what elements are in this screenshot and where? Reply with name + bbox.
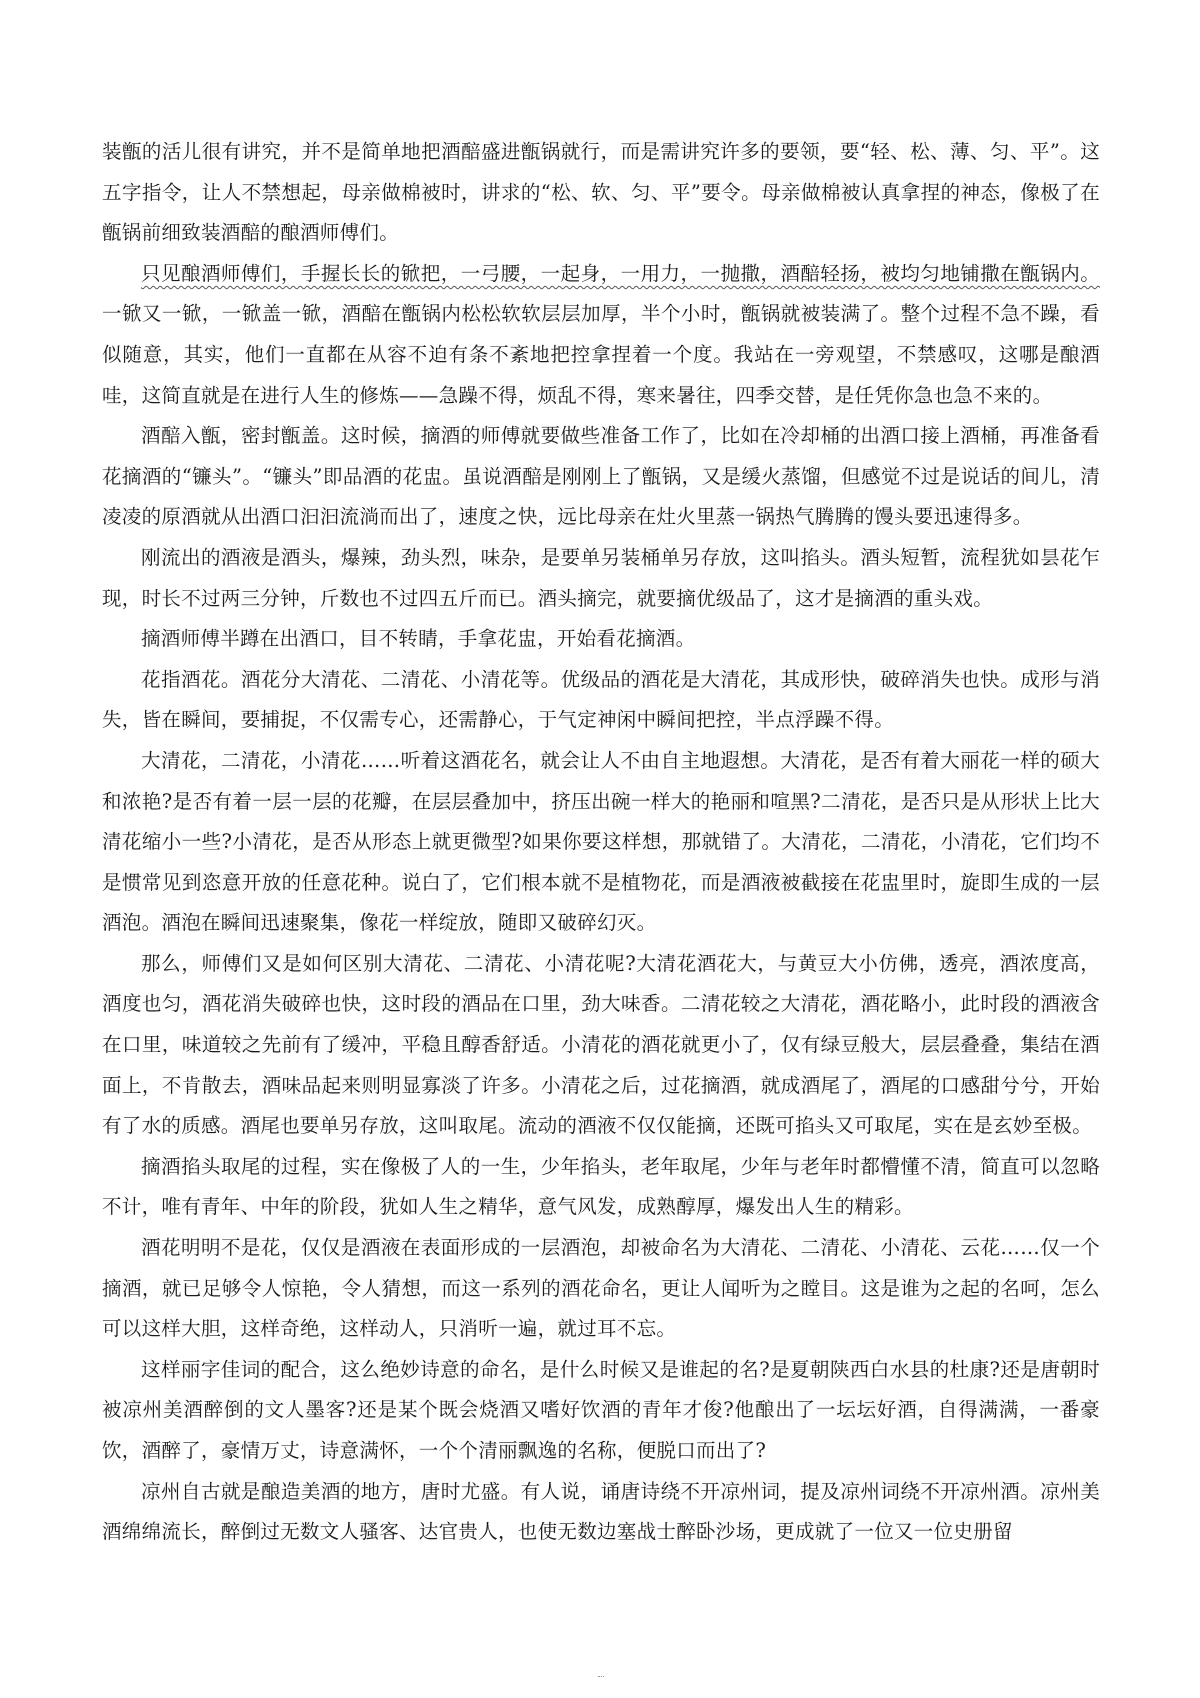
paragraph-2 — [102, 254, 1100, 416]
paragraph-4-text: 刚流出的酒液是酒头，爆辣，劲头烈，味杂，是要单另装桶单另存放，这叫掐头。酒头短暂，流程犹如昙花乍现，时长不过两三分钟，斤数也不过四五斤而已。酒头摘完，就要摘优级品了，这才是摘酒的重头戏。 — [102, 545, 1100, 610]
paragraph-10 — [102, 1228, 1100, 1350]
paragraph-10-text: 酒花明明不是花，仅仅是酒液在表面形成的一层酒泡，却被命名为大清花、二清花、小清花、云花……仅一个摘酒，就已足够令人惊艳，令人猜想，而这一系列的酒花命名，更让人闻听为之瞠目。这是谁为之起的名呵，怎么可以这样大胆，这样奇绝，这样动人，只消听一遍，就过耳不忘。 — [102, 1236, 1100, 1341]
paragraph-12-text: 凉州自古就是酿造美酒的地方，唐时尤盛。有人说，诵唐诗绕不开凉州词，提及凉州词绕不开凉州酒。凉州美酒绵绵流长，醉倒过无数文人骚客、达官贵人，也使无数边塞战士醉卧沙场，更成就了一位又一位史册留 — [102, 1479, 1100, 1544]
paragraph-6 — [102, 660, 1100, 741]
paragraph-6-text: 花指酒花。酒花分大清花、二清花、小清花等。优级品的酒花是大清花，其成形快，破碎消失也快。成形与消失，皆在瞬间，要捕捉，不仅需专心，还需静心，于气定神闲中瞬间把控，半点浮躁不得。 — [102, 667, 1100, 732]
paragraph-11-text: 这样丽字佳词的配合，这么绝妙诗意的命名，是什么时候又是谁起的名?是夏朝陕西白水县的杜康?还是唐朝时被凉州美酒醉倒的文人墨客?还是某个既会烧酒又嗜好饮酒的青年才俊?他酿出了一坛坛好酒，自得满满，一番豪饮，酒醉了，豪情万丈，诗意满怀，一个个清丽飘逸的名称，便脱口而出了? — [102, 1357, 1100, 1462]
paragraph-2-text: 一锨又一锨，一锨盖一锨，酒醅在甑锅内松松软软层层加厚，半个小时，甑锅就被装满了。整个过程不急不躁，看似随意，其实，他们一直都在从容不迫有条不紊地把控拿捏着一个度。我站在一旁观望，不禁感叹，这哪是酿酒哇，这简直就是在进行人生的修炼——急躁不得，烦乱不得，寒来暑往，四季交替，是任凭你急也急不来的。 — [102, 302, 1100, 407]
paragraph-11 — [102, 1350, 1100, 1472]
paragraph-5-text: 摘酒师傅半蹲在出酒口，目不转睛，手拿花盅，开始看花摘酒。 — [141, 627, 696, 651]
paragraph-3 — [102, 416, 1100, 538]
paragraph-1-text: 装甑的活儿很有讲究，并不是简单地把酒醅盛进甑锅就行，而是需讲究许多的要领，要“轻、松、薄、匀、平”。这五字指令，让人不禁想起，母亲做棉被时，讲求的“松、软、匀、平”要令。母亲做棉被认真拿捏的神态，像极了在甑锅前细致装酒醅的酿酒师傅们。 — [102, 140, 1100, 245]
wavy-underlined-sentence: 只见酿酒师傅们，手握长长的锨把，一弓腰，一起身，一用力，一抛撒，酒醅轻扬，被均匀地铺撒在甑锅内。 — [141, 261, 1100, 285]
paragraph-9 — [102, 1147, 1100, 1228]
paragraph-12 — [102, 1472, 1100, 1553]
footer-dot-mark — [598, 1676, 604, 1678]
paragraph-7 — [102, 741, 1100, 944]
paragraph-5 — [102, 619, 1100, 660]
paragraph-3-text: 酒醅入甑，密封甑盖。这时候，摘酒的师傅就要做些准备工作了，比如在冷却桶的出酒口接上酒桶，再准备看花摘酒的“镰头”。“镰头”即品酒的花盅。虽说酒醅是刚刚上了甑锅，又是缓火蒸馏，但感觉不过是说话的间儿，清凌凌的原酒就从出酒口汩汩流淌而出了，速度之快，远比母亲在灶火里蒸一锅热气腾腾的馒头要迅速得多。 — [102, 424, 1100, 529]
paragraph-7-text: 大清花，二清花，小清花……听着这酒花名，就会让人不由自主地遐想。大清花，是否有着大丽花一样的硕大和浓艳?是否有着一层一层的花瓣，在层层叠加中，挤压出碗一样大的艳丽和喧黑?二清花，是否只是从形状上比大清花缩小一些?小清花，是否从形态上就更微型?如果你要这样想，那就错了。大清花，二清花，小清花，它们均不是惯常见到恣意开放的任意花种。说白了，它们根本就不是植物花，而是酒液被截接在花盅里时，旋即生成的一层酒泡。酒泡在瞬间迅速聚集，像花一样绽放，随即又破碎幻灭。 — [102, 748, 1100, 935]
paragraph-1 — [102, 132, 1100, 254]
paragraph-8-text: 那么，师傅们又是如何区别大清花、二清花、小清花呢?大清花酒花大，与黄豆大小仿佛，透亮，酒浓度高，酒度也匀，酒花消失破碎也快，这时段的酒品在口里，劲大味香。二清花较之大清花，酒花略小，此时段的酒液含在口里，味道较之先前有了缓冲，平稳且醇香舒适。小清花的酒花就更小了，仅有绿豆般大，层层叠叠，集结在酒面上，不肯散去，酒味品起来则明显寡淡了许多。小清花之后，过花摘酒，就成酒尾了，酒尾的口感甜兮兮，开始有了水的质感。酒尾也要单另存放，这叫取尾。流动的酒液不仅仅能摘，还既可掐头又可取尾，实在是玄妙至极。 — [102, 951, 1100, 1138]
paragraph-4 — [102, 538, 1100, 619]
paragraph-9-text: 摘酒掐头取尾的过程，实在像极了人的一生，少年掐头，老年取尾，少年与老年时都懵懂不清，简直可以忽略不计，唯有青年、中年的阶段，犹如人生之精华，意气风发，成熟醇厚，爆发出人生的精彩。 — [102, 1154, 1100, 1219]
paragraph-8 — [102, 944, 1100, 1147]
